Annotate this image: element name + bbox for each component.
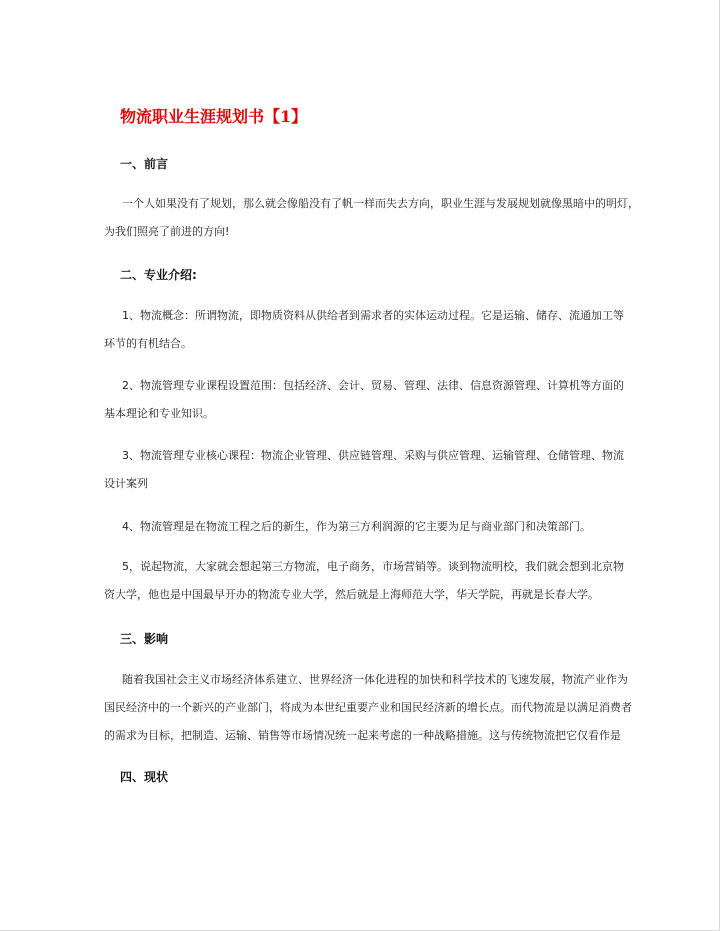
text-line: 随着我国社会主义市场经济体系建立、世界经济一体化进程的加快和科学技术的飞速发展，物流产业作为 bbox=[122, 673, 628, 686]
text-line: 一个人如果没有了规划，那么就会像船没有了帆一样而失去方向，职业生涯与发展规划就像黑暗中的明灯， bbox=[122, 197, 639, 210]
section-heading-impact: 三、影响 bbox=[120, 632, 169, 646]
document-title: 物流职业生涯规划书【1】 bbox=[120, 107, 308, 126]
text-line: 5，说起物流，大家就会想起第三方物流，电子商务，市场营销等。谈到物流明校，我们就会想到北京物 bbox=[122, 560, 624, 573]
text-line: 资大学，他也是中国最早开办的物流专业大学，然后就是上海师范大学，华天学院，再就是长春大学。 bbox=[104, 588, 599, 601]
section-heading-preface: 一、前言 bbox=[120, 157, 169, 171]
text-line: 环节的有机结合。 bbox=[104, 337, 192, 350]
paragraph-impact bbox=[104, 666, 632, 750]
text-line: 2、物流管理专业课程设置范围：包括经济、会计、贸易、管理、法律、信息资源管理、计算机等方面的 bbox=[122, 379, 624, 392]
paragraph-major-2 bbox=[104, 372, 624, 428]
text-line: 设计案列 bbox=[104, 477, 148, 490]
text-line: 基本理论和专业知识。 bbox=[104, 407, 214, 420]
paragraph-major-1 bbox=[104, 302, 624, 358]
paragraph-preface bbox=[104, 190, 639, 246]
paragraph-major-3 bbox=[104, 442, 624, 498]
text-line: 为我们照亮了前进的方向! bbox=[104, 225, 230, 238]
section-heading-status: 四、现状 bbox=[120, 770, 169, 784]
text-line: 的需求为目标，把制造、运输、销售等市场情况统一起来考虑的一种战略措施。这与传统物流把它仅看作是 bbox=[104, 729, 621, 742]
text-line: 1、物流概念：所谓物流，即物质资料从供给者到需求者的实体运动过程。它是运输、储存、流通加工等 bbox=[122, 309, 624, 322]
text-line: 国民经济中的一个新兴的产业部门，将成为本世纪重要产业和国民经济新的增长点。而代物流是以满足消费者 bbox=[104, 701, 632, 714]
section-heading-major: 二、专业介绍: bbox=[120, 268, 197, 282]
text-line: 3、物流管理专业核心课程：物流企业管理、供应链管理、采购与供应管理、运输管理、仓储管理、物流 bbox=[122, 449, 624, 462]
paragraph-major-5 bbox=[104, 553, 624, 609]
paragraph-major-4 bbox=[104, 513, 624, 541]
text-line: 4、物流管理是在物流工程之后的新生，作为第三方利润源的它主要为足与商业部门和决策部门。 bbox=[122, 520, 591, 533]
